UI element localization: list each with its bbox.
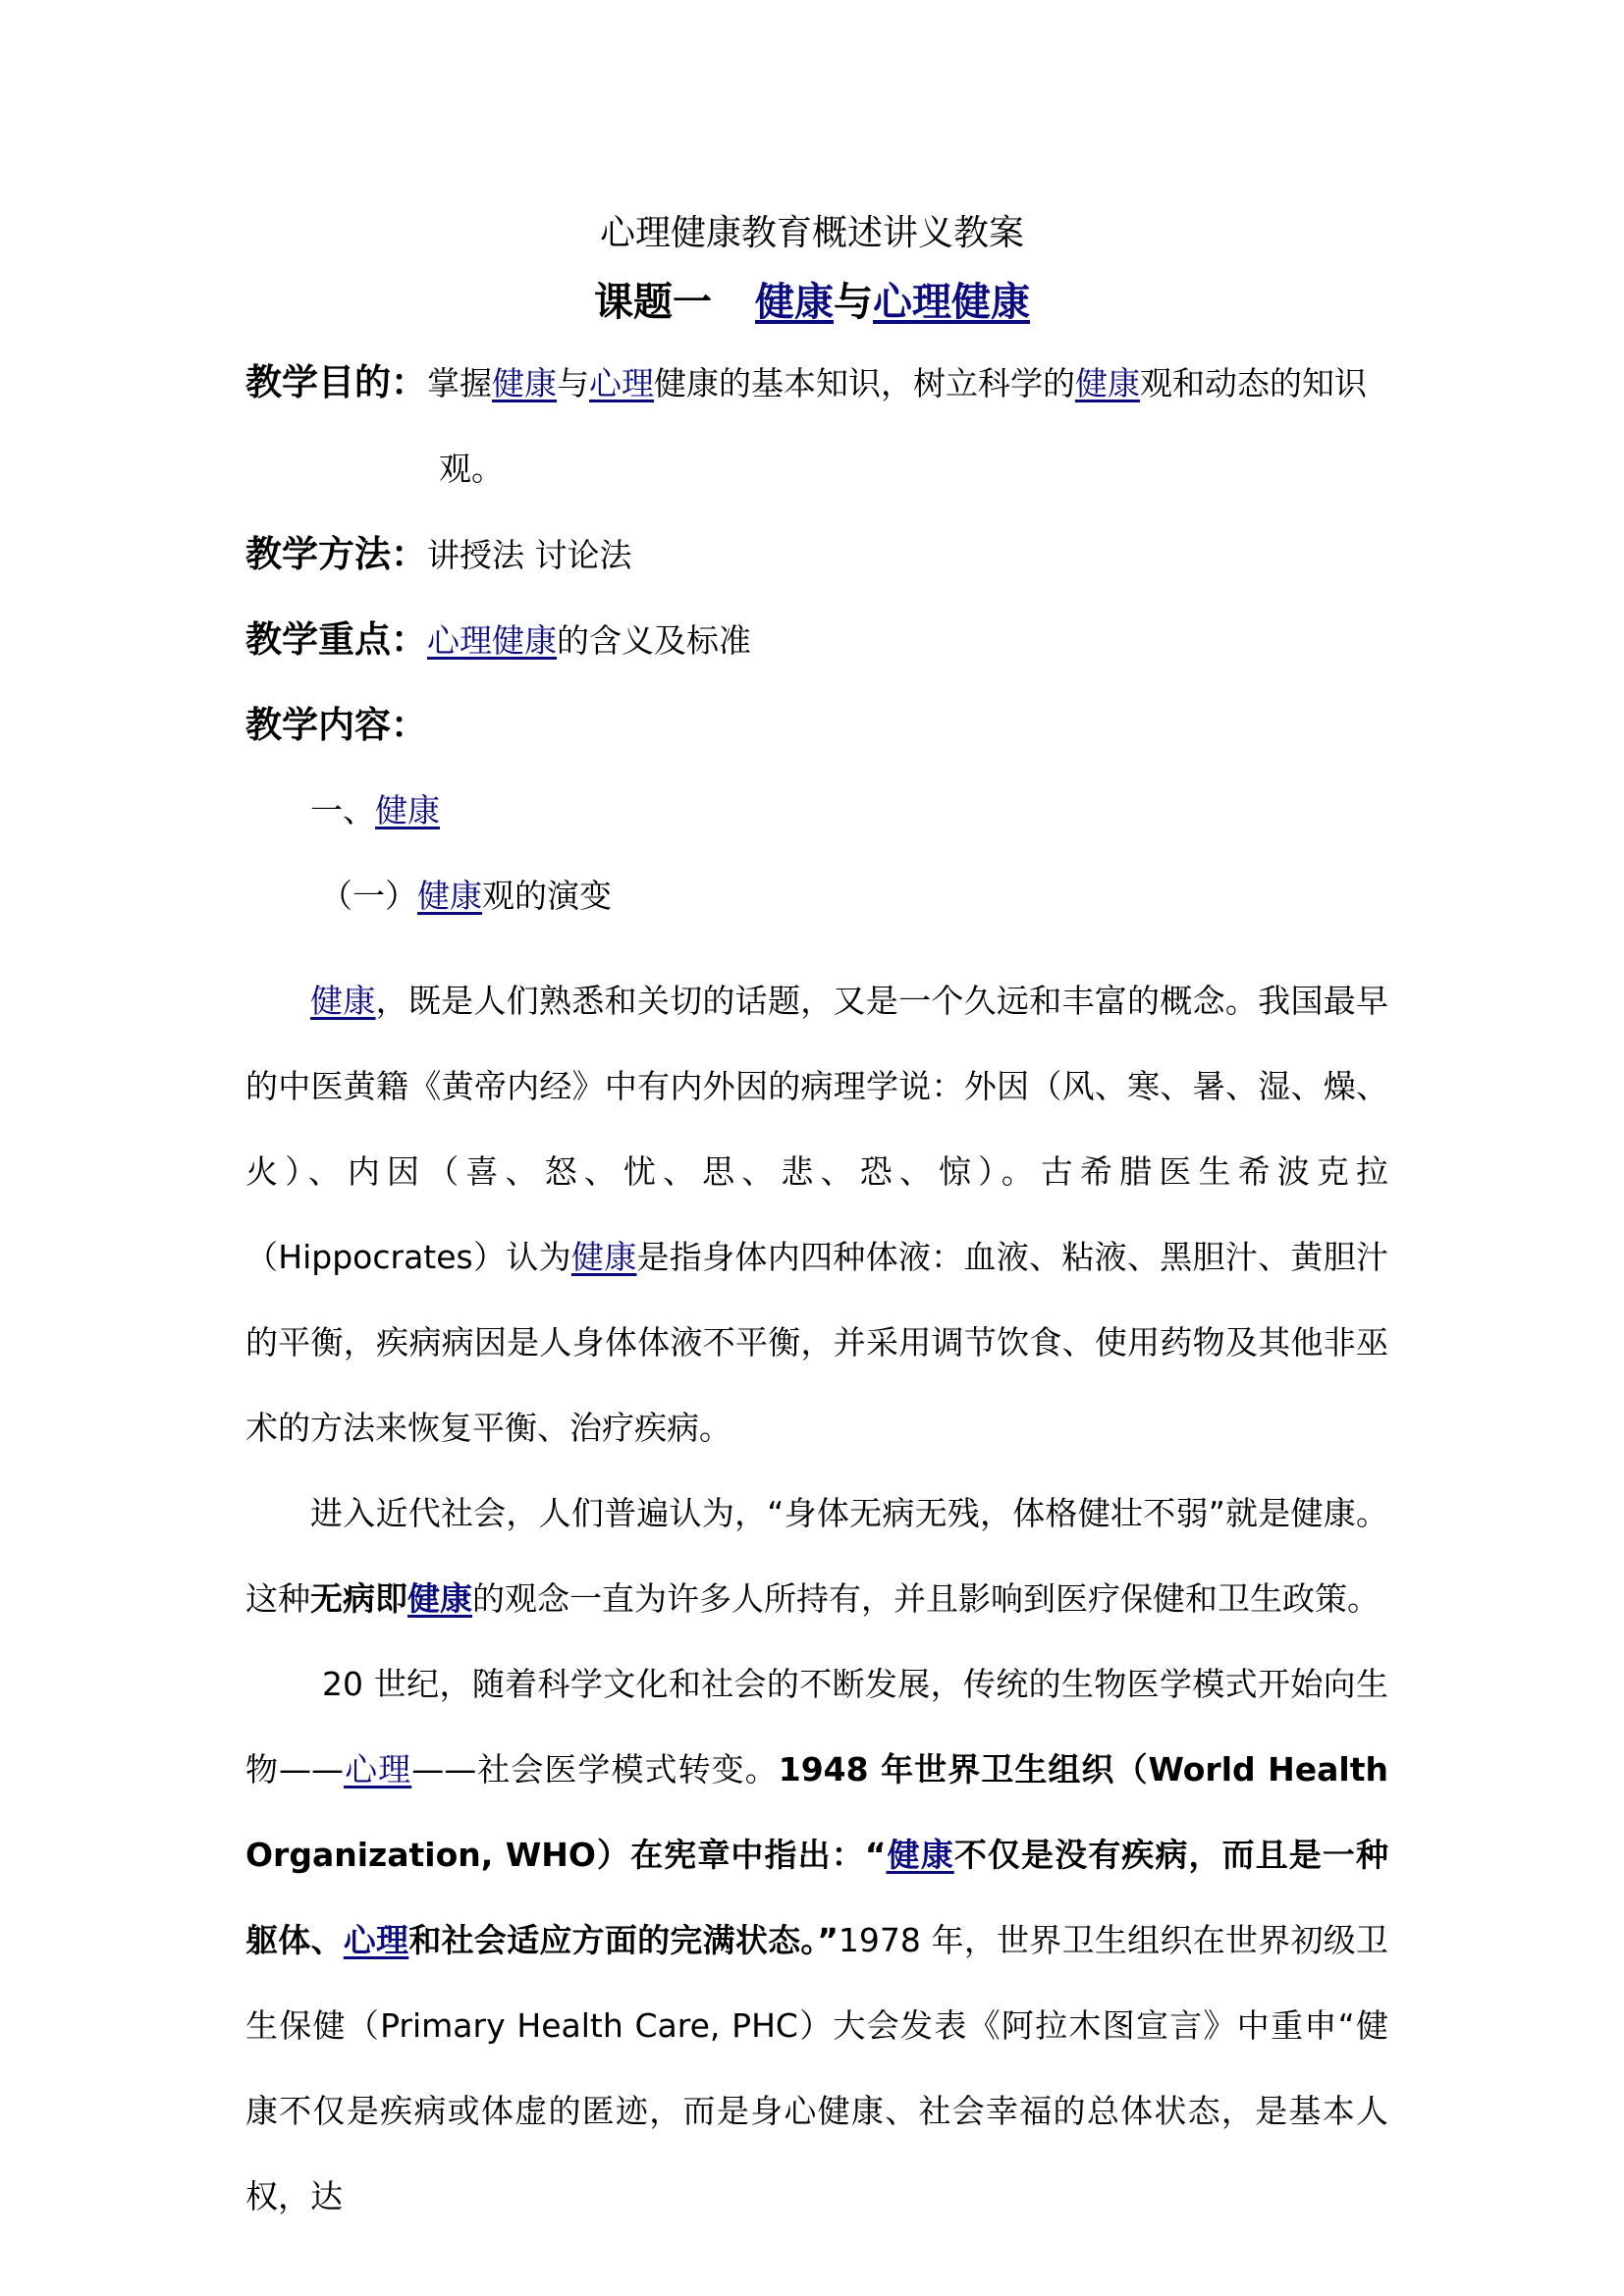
content-row	[245, 703, 427, 749]
lesson-conjunction: 与	[834, 280, 873, 325]
link-health[interactable]: 健康	[886, 1836, 954, 1874]
subsection-heading: （一）健康观的演变	[320, 877, 612, 915]
link-mind[interactable]: 心理	[589, 364, 654, 402]
lesson-title	[0, 275, 1624, 330]
paragraph-1: 健康，既是人们熟悉和关切的话题，又是一个久远和丰富的概念。我国最早的中医黄籍《黄帝内经》中有内外因的病理学说：外因（风、寒、暑、湿、燥、火）、内因（喜、怒、忧、思、悲、恐、惊）。古希腊医生希波克拉（Hippocrates）认为健康是指身体内四种体液：血液、粘液、黑胆汁、黄胆汁的平衡，疾病病因是人身体体液不平衡，并采用调节饮食、使用药物及其他非巫术的方法来恢复平衡、治疗疾病。	[245, 982, 1389, 1447]
link-mind[interactable]: 心理	[344, 1750, 412, 1789]
objective-row: 教学目的：掌握健康与心理健康的基本知识，树立科学的健康观和动态的知识	[245, 361, 1367, 403]
content-label: 教学内容：	[245, 704, 427, 746]
method-row	[245, 532, 632, 578]
objective-label: 教学目的：	[245, 361, 427, 403]
method-label: 教学方法：	[245, 533, 427, 575]
body-text	[245, 958, 1388, 2239]
lesson-prefix: 课题一	[594, 280, 712, 325]
document-title: 心理健康教育概述讲义教案	[599, 213, 1024, 253]
link-health[interactable]: 健康	[570, 1238, 637, 1276]
focus-row	[245, 617, 751, 664]
link-health[interactable]: 健康	[492, 364, 557, 402]
section-heading: 一、健康	[310, 791, 440, 829]
focus-label: 教学重点：	[245, 618, 427, 661]
link-health[interactable]: 健康	[310, 982, 376, 1020]
link-mental-health[interactable]: 心理健康	[873, 280, 1030, 325]
method-text: 讲授法 讨论法	[427, 536, 632, 574]
focus-text: 的含义及标准	[557, 621, 751, 660]
link-health[interactable]: 健康	[407, 1579, 472, 1618]
link-health[interactable]: 健康	[417, 877, 482, 915]
paragraph-2: 进入近代社会，人们普遍认为，“身体无病无残，体格健壮不弱”就是健康。这种无病即健康的观念一直为许多人所持有，并且影响到医疗保健和卫生政策。	[245, 1494, 1388, 1618]
objective-continuation: 观。	[439, 450, 504, 488]
paragraph-3: 20 世纪，随着科学文化和社会的不断发展，传统的生物医学模式开始向生物——心理——社会医学模式转变。1948 年世界卫生组织（World Health Organization, WHO）在宪章中指出：“健康不仅是没有疾病，而且是一种躯体、心理和社会适应方面的完满状态。”1978 年，世界卫生组织在世界初级卫生保健（Primary Health Care, PHC）大会发表《阿拉木图宣言》中重申“健康不仅是疾病或体虚的匿迹，而是身心健康、社会幸福的总体状态，是基本人权，达	[245, 1665, 1389, 2216]
link-health[interactable]: 健康	[755, 280, 834, 325]
link-health[interactable]: 健康	[375, 791, 440, 829]
link-mental-health[interactable]: 心理健康	[427, 621, 557, 660]
link-health[interactable]: 健康	[1075, 364, 1140, 402]
link-mind[interactable]: 心理	[343, 1921, 409, 1959]
